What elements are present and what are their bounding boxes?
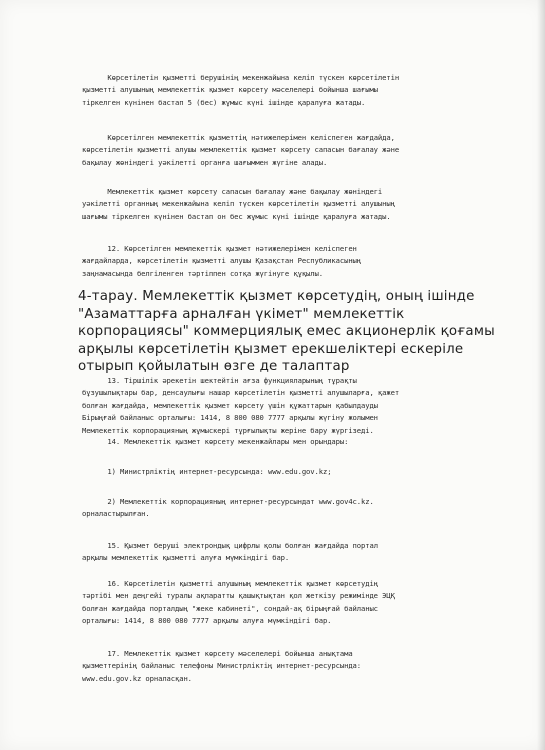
paragraph-disagreement-authority: Көрсетілген мемлекеттік қызметтің нәтижелерімен келіспеген жағдайда, көрсетілетін қызметті алушы мемлекеттік қызмет көрсету сапасын бағалау және бақылау жөніндегі уәкілетті органға шағыммен жүгіне алады.	[82, 133, 400, 167]
paragraph-13-disabled: 13. Тіршілік әрекетін шектейтін ағза функцияларының тұрақты бұзушылықтары бар, денсаулығы нашар көрсетілетін қызметті алушыларға, қажет болған жағдайда, мемлекеттік қызмет көрсету үшін құжаттарын қабылдауды Бірыңғай байланыс орталығы: 1414, 8 800 080 7777 арқылы жүгіну жолымен Мемлекеттік корпорацияның жұмыскері тұрғылықты жеріне бару жүргізеді.	[82, 376, 400, 435]
paragraph-14-item-1: 1) Министрліктің интернет-ресурсында: www.edu.gov.kz;	[82, 467, 332, 476]
paragraph-15-portal: 15. Қызмет беруші электрондық цифрлы қолы болған жағдайда портал арқылы мемлекеттік қызметті алуға мүмкіндігі бар.	[82, 541, 378, 563]
paragraph-complaint-authority: Мемлекеттік қызмет көрсету сапасын бағалау және бақылау жөніндегі уәкілетті органның мекенжайына келіп түскен көрсетілетін қызметті алушының шағымы тіркелген күнінен бастап он бес жұмыс күні ішінде қаралуға жатады.	[82, 187, 395, 221]
paragraph-14-locations: 14. Мемлекеттік қызмет көрсету мекенжайлары мен орындары:	[82, 437, 349, 446]
section-heading-chapter-4: 4-тарау. Мемлекеттік қызмет көрсетудің, оның ішінде "Азаматтарға арналған үкімет" мемлекеттік корпорациясы" коммерциялық емес акционерлік қоғамы арқылы көрсетілетін қызмет ерекшеліктері ескеріле отырып қойылатын өзге де талаптар	[78, 289, 495, 374]
paragraph-14-item-2: 2) Мемлекеттік корпорацияның интернет-ресурсындат www.gov4c.kz. орналастырылған.	[82, 497, 374, 519]
scan-edge-shadow	[537, 0, 545, 750]
paragraph-complaint-provider: Көрсетілетін қызметті берушінің мекенжайына келіп түскен көрсетілетін қызметті алушының мемлекеттік қызмет көрсету мәселелері бойынша шағымы тіркелген күнінен бастап 5 (бес) жұмыс күні ішінде қаралуға жатады.	[82, 73, 400, 107]
paragraph-17-phone: 17. Мемлекеттік қызмет көрсету мәселелері бойынша анықтама қызметтерінің байланыс телефоны Министрліктің интернет-ресурсында: www.edu.gov.kz орналасқан.	[82, 649, 361, 683]
paragraph-12-court: 12. Көрсетілген мемлекеттік қызмет нәтижелерімен келіспеген жағдайларда, көрсетілетін қызметті алушы Қазақстан Республикасының заңнамасында белгіленген тәртіппен сотқа жүгінуге құқылы.	[82, 244, 361, 278]
paragraph-16-remote-access: 16. Көрсетілетін қызметті алушының мемлекеттік қызмет көрсетудің тәртібі мен деңгейі туралы ақпаратты қашықтықтан қол жеткізу режимінде ЭЦҚ болған жағдайда порталдың "жеке кабинеті", сондай-ақ бірыңғай байланыс орталығы: 1414, 8 800 080 7777 арқылы алуға мүмкіндігі бар.	[82, 579, 395, 626]
